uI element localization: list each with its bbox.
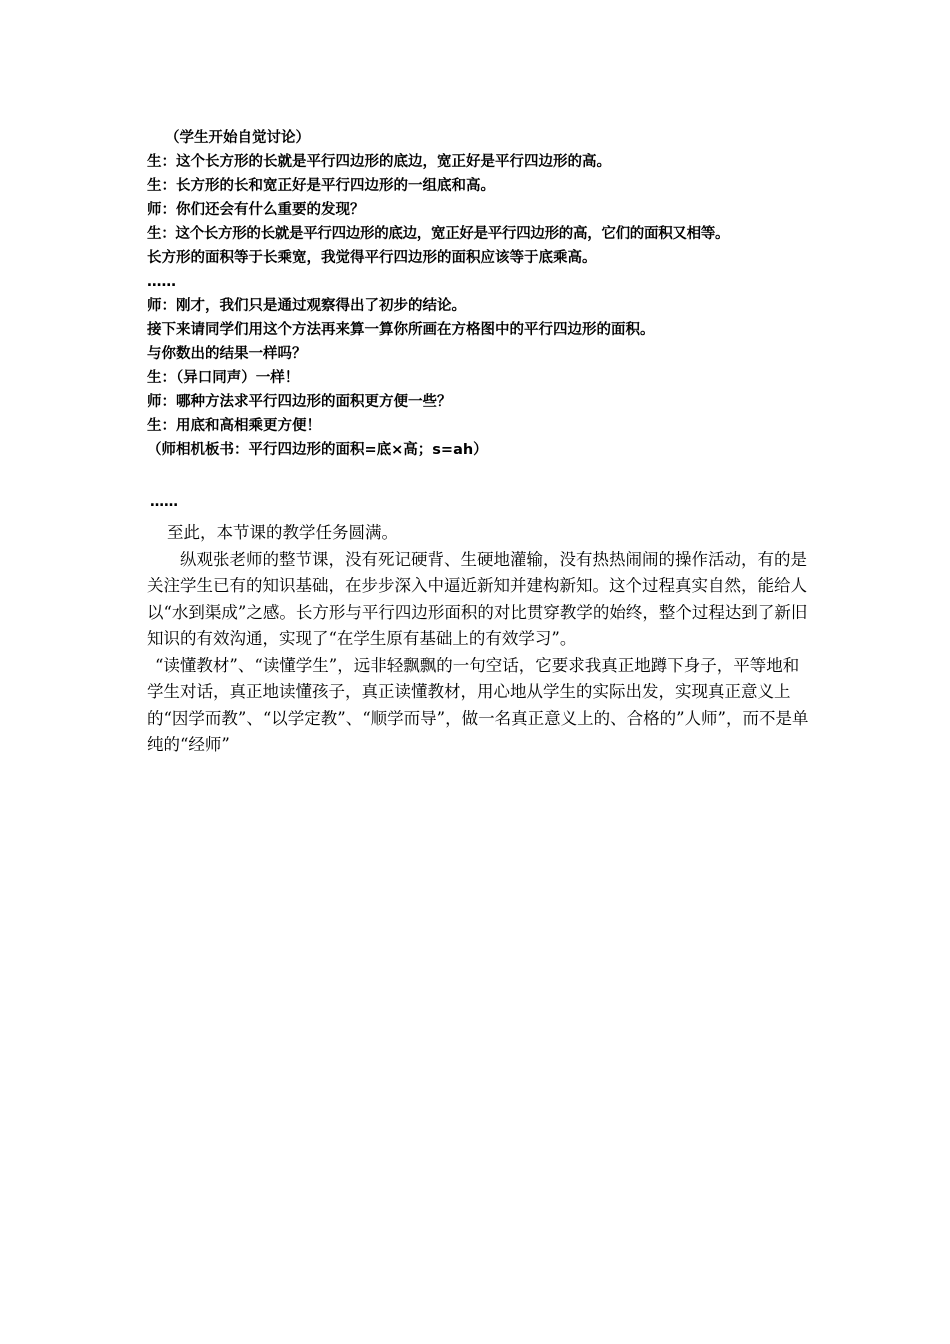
reflection-paragraph: 纵观张老师的整节课，没有死记硬背、生硬地灌输，没有热热闹闹的操作活动，有的是关注学生已有的知识基础，在步步深入中逼近新知并建构新知。这个过程真实自然，能给人以“水到渠成”之感。长方形与平行四边形面积的对比贯穿教学的始终，整个过程达到了新旧知识的有效沟通，实现了“在学生原有基础上的有效学习”。 (147, 549, 808, 648)
dialogue-line: …… (147, 274, 176, 290)
dialogue-line: 生：长方形的长和宽正好是平行四边形的一组底和高。 (147, 178, 495, 194)
dialogue-line: 师：刚才，我们只是通过观察得出了初步的结论。 (147, 298, 466, 314)
dialogue-line: 与你数出的结果一样吗？ (147, 346, 307, 362)
dialogue-line: （师相机板书：平行四边形的面积=底×高；s=ah） (147, 442, 488, 458)
dialogue-line: 师：哪种方法求平行四边形的面积更方便一些？ (147, 394, 452, 410)
dialogue-line: 生：这个长方形的长就是平行四边形的底边，宽正好是平行四边形的高，它们的面积又相等。 (147, 226, 730, 242)
dialogue-line: 长方形的面积等于长乘宽，我觉得平行四边形的面积应该等于底乘高。 (147, 250, 597, 266)
dialogue-line: （学生开始自觉讨论） (165, 130, 310, 146)
dialogue-line: 生：这个长方形的长就是平行四边形的底边，宽正好是平行四边形的高。 (147, 154, 611, 170)
essay-body (147, 520, 811, 759)
reflection-paragraph: “读懂教材”、“读懂学生”，远非轻飘飘的一句空话，它要求我真正地蹲下身子，平等地和学生对话，真正地读懂孩子，真正读懂教材，用心地从学生的实际出发，实现真正意义上的“因学而教”、“以学定教”、“顺学而导”，做一名真正意义上的、合格的”人师”，而不是单纯的“经师” (147, 655, 809, 754)
dialogue-line: 生：（异口同声）一样！ (147, 370, 300, 386)
classroom-dialogue (147, 126, 827, 462)
dialogue-line: 师：你们还会有什么重要的发现？ (147, 202, 365, 218)
conclusion-sentence: 至此，本节课的教学任务圆满。 (167, 523, 398, 542)
dialogue-line: 生：用底和高相乘更方便！ (147, 418, 321, 434)
ellipsis-separator: …… (150, 494, 178, 510)
dialogue-line: 接下来请同学们用这个方法再来算一算你所画在方格图中的平行四边形的面积。 (147, 322, 655, 338)
